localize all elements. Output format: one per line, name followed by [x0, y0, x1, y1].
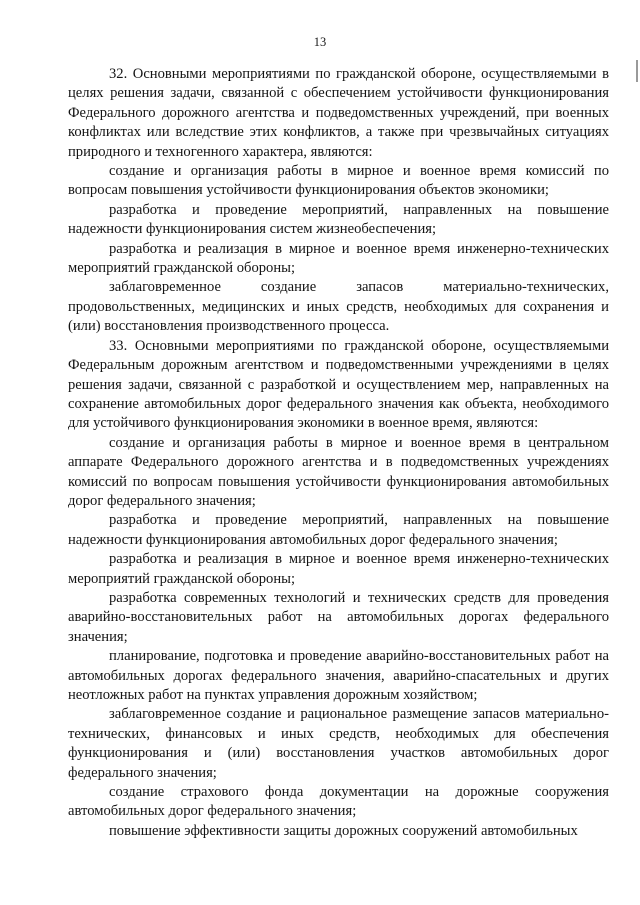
paragraph-item: разработка и проведение мероприятий, направленных на повышение надежности функционирования систем жизнеобеспечения; — [68, 201, 609, 238]
paragraph-item: разработка современных технологий и технических средств для проведения аварийно-восстановительных работ на автомобильных дорогах федерального значения; — [68, 589, 609, 645]
paragraph-item: создание и организация работы в мирное и военное время комиссий по вопросам повышения устойчивости функционирования объектов экономики; — [68, 163, 609, 199]
paragraph-item-continued: повышение эффективности защиты дорожных сооружений автомобильных — [109, 822, 578, 839]
page-number: 13 — [313, 35, 327, 49]
paragraph-32-intro: 32. Основными мероприятиями по гражданской обороне, осуществляемыми в целях решения задачи, связанной с обеспечением устойчивости функционирования Федерального дорожного агентства и подведомственных учреждений, при военных конфликтах или вследствие этих конфликтов, а также при чрезвычайных ситуациях природного и техногенного характера, являются: — [68, 66, 609, 160]
paragraph-33-intro: 33. Основными мероприятиями по гражданской обороне, осуществляемыми Федеральным дорожным агентством и подведомственными учреждениями в целях решения задачи, связанной с разработкой и осуществлением мер, направленных на сохранение автомобильных дорог федерального значения как объекта, необходимого для устойчивого функционирования экономики в военное время, являются: — [68, 337, 609, 432]
paragraph-item: создание страхового фонда документации на дорожные сооружения автомобильных дорог федерального значения; — [68, 784, 609, 820]
paragraph-item: разработка и реализация в мирное и военное время инженерно-технических мероприятий гражданской обороны; — [68, 240, 609, 277]
document-body — [68, 65, 609, 841]
paragraph-item: заблаговременное создание и рациональное размещение запасов материально-технических, финансовых и иных средств, необходимых для обеспечения функционирования и (или) восстановления участков автомобильных дорог федерального значения; — [68, 706, 609, 781]
paragraph-item: создание и организация работы в мирное и военное время в центральном аппарате Федерального дорожного агентства и в подведомственных учреждениях комиссий по вопросам повышения устойчивости функционирования автомобильных дорог федерального значения; — [68, 434, 609, 509]
paragraph-item: разработка и реализация в мирное и военное время инженерно-технических мероприятий гражданской обороны; — [68, 551, 609, 587]
paragraph-item: заблаговременное создание запасов материально-технических, продовольственных, медицинских и иных средств, необходимых для сохранения и (или) восстановления производственного процесса. — [68, 279, 609, 335]
scan-edge-mark — [636, 60, 638, 82]
paragraph-item: планирование, подготовка и проведение аварийно-восстановительных работ на автомобильных дорогах федерального значения, аварийно-спасательных и других неотложных работ на пунктах управления дорожным хозяйством; — [68, 648, 609, 703]
paragraph-item: разработка и проведение мероприятий, направленных на повышение надежности функционирования автомобильных дорог федерального значения; — [68, 512, 609, 548]
